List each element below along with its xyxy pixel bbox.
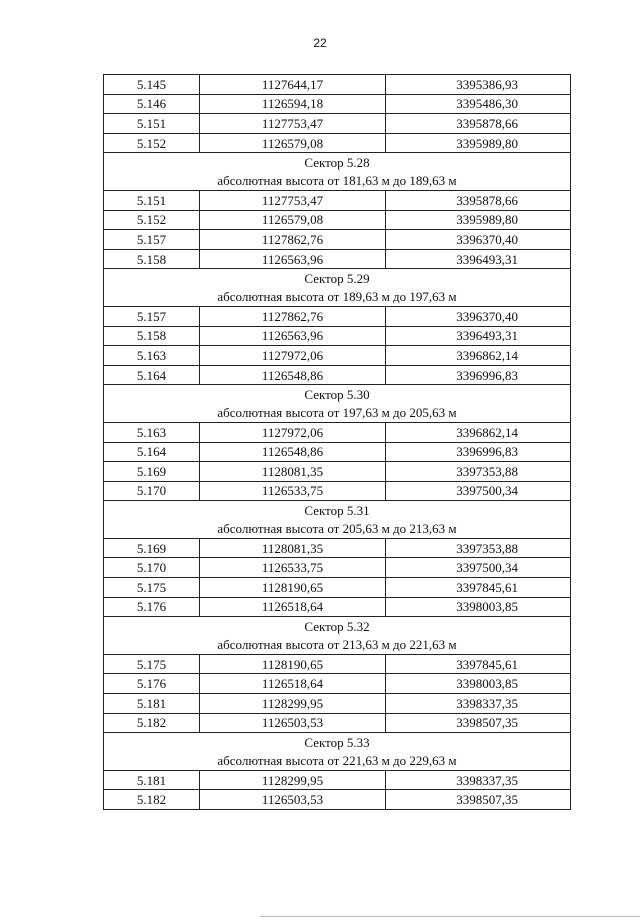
table-row <box>104 306 571 326</box>
x-coordinate-cell: 1127753,47 <box>200 114 386 134</box>
point-number-cell: 5.158 <box>104 326 200 346</box>
y-coordinate-cell: 3397353,88 <box>386 462 571 482</box>
x-coordinate-cell: 1128299,95 <box>200 770 386 790</box>
point-number-cell: 5.146 <box>104 94 200 114</box>
y-coordinate-cell: 3395386,93 <box>386 75 571 95</box>
x-coordinate-cell: 1128081,35 <box>200 538 386 558</box>
y-coordinate-cell: 3396862,14 <box>386 346 571 366</box>
x-coordinate-cell: 1128190,65 <box>200 654 386 674</box>
sector-altitude-range: абсолютная высота от 197,63 м до 205,63 м <box>217 404 457 420</box>
y-coordinate-cell: 3398507,35 <box>386 790 571 810</box>
table-row <box>104 365 571 385</box>
table-row <box>104 558 571 578</box>
sector-header-cell <box>104 617 571 655</box>
point-number-cell: 5.151 <box>104 114 200 134</box>
x-coordinate-cell: 1128299,95 <box>200 694 386 714</box>
table-row <box>104 94 571 114</box>
y-coordinate-cell: 3395878,66 <box>386 190 571 210</box>
y-coordinate-cell: 3398337,35 <box>386 694 571 714</box>
y-coordinate-cell: 3396996,83 <box>386 365 571 385</box>
y-coordinate-cell: 3396493,31 <box>386 326 571 346</box>
sector-altitude-range: абсолютная высота от 181,63 м до 189,63 м <box>217 172 457 188</box>
x-coordinate-cell: 1126518,64 <box>200 597 386 617</box>
point-number-cell: 5.164 <box>104 365 200 385</box>
x-coordinate-cell: 1127862,76 <box>200 230 386 250</box>
sector-altitude-range: абсолютная высота от 221,63 м до 229,63 м <box>217 752 457 768</box>
table-row <box>104 462 571 482</box>
coordinates-table-body <box>104 75 571 810</box>
y-coordinate-cell: 3397845,61 <box>386 578 571 598</box>
point-number-cell: 5.169 <box>104 538 200 558</box>
point-number-cell: 5.175 <box>104 578 200 598</box>
y-coordinate-cell: 3397500,34 <box>386 558 571 578</box>
x-coordinate-cell: 1126533,75 <box>200 558 386 578</box>
x-coordinate-cell: 1126579,08 <box>200 210 386 230</box>
point-number-cell: 5.151 <box>104 190 200 210</box>
table-row <box>104 578 571 598</box>
y-coordinate-cell: 3396862,14 <box>386 422 571 442</box>
sector-header-row <box>104 385 571 423</box>
sector-altitude-range: абсолютная высота от 189,63 м до 197,63 м <box>217 288 457 304</box>
sector-altitude-range: абсолютная высота от 205,63 м до 213,63 м <box>217 520 457 536</box>
x-coordinate-cell: 1126548,86 <box>200 442 386 462</box>
y-coordinate-cell: 3395878,66 <box>386 114 571 134</box>
sector-title: Сектор 5.33 <box>304 734 370 750</box>
table-row <box>104 770 571 790</box>
point-number-cell: 5.181 <box>104 770 200 790</box>
sector-title: Сектор 5.29 <box>304 270 370 286</box>
point-number-cell: 5.158 <box>104 249 200 269</box>
point-number-cell: 5.152 <box>104 133 200 153</box>
point-number-cell: 5.163 <box>104 422 200 442</box>
y-coordinate-cell: 3395989,80 <box>386 210 571 230</box>
sector-header-cell <box>104 153 571 191</box>
x-coordinate-cell: 1127753,47 <box>200 190 386 210</box>
x-coordinate-cell: 1126563,96 <box>200 249 386 269</box>
x-coordinate-cell: 1127644,17 <box>200 75 386 95</box>
table-row <box>104 481 571 501</box>
point-number-cell: 5.175 <box>104 654 200 674</box>
table-row <box>104 210 571 230</box>
sector-altitude-range: абсолютная высота от 213,63 м до 221,63 м <box>217 636 457 652</box>
table-row <box>104 346 571 366</box>
page-number: 22 <box>313 36 327 50</box>
x-coordinate-cell: 1126548,86 <box>200 365 386 385</box>
point-number-cell: 5.176 <box>104 597 200 617</box>
y-coordinate-cell: 3396370,40 <box>386 306 571 326</box>
y-coordinate-cell: 3396370,40 <box>386 230 571 250</box>
y-coordinate-cell: 3397500,34 <box>386 481 571 501</box>
point-number-cell: 5.170 <box>104 481 200 501</box>
coordinates-table <box>103 74 571 810</box>
sector-header-row <box>104 501 571 539</box>
sector-header-row <box>104 733 571 771</box>
sector-header-cell <box>104 269 571 307</box>
point-number-cell: 5.145 <box>104 75 200 95</box>
x-coordinate-cell: 1127972,06 <box>200 346 386 366</box>
y-coordinate-cell: 3398003,85 <box>386 674 571 694</box>
x-coordinate-cell: 1128190,65 <box>200 578 386 598</box>
point-number-cell: 5.163 <box>104 346 200 366</box>
table-row <box>104 713 571 733</box>
table-row <box>104 114 571 134</box>
table-row <box>104 249 571 269</box>
y-coordinate-cell: 3395989,80 <box>386 133 571 153</box>
table-row <box>104 422 571 442</box>
y-coordinate-cell: 3398507,35 <box>386 713 571 733</box>
sector-title: Сектор 5.30 <box>304 386 370 402</box>
sector-title: Сектор 5.31 <box>304 502 370 518</box>
point-number-cell: 5.169 <box>104 462 200 482</box>
table-row <box>104 442 571 462</box>
sector-header-row <box>104 153 571 191</box>
point-number-cell: 5.182 <box>104 790 200 810</box>
point-number-cell: 5.157 <box>104 306 200 326</box>
y-coordinate-cell: 3397845,61 <box>386 654 571 674</box>
point-number-cell: 5.152 <box>104 210 200 230</box>
point-number-cell: 5.176 <box>104 674 200 694</box>
point-number-cell: 5.170 <box>104 558 200 578</box>
point-number-cell: 5.181 <box>104 694 200 714</box>
y-coordinate-cell: 3396493,31 <box>386 249 571 269</box>
x-coordinate-cell: 1126503,53 <box>200 713 386 733</box>
y-coordinate-cell: 3398337,35 <box>386 770 571 790</box>
sector-header-row <box>104 617 571 655</box>
sector-header-row <box>104 269 571 307</box>
x-coordinate-cell: 1126594,18 <box>200 94 386 114</box>
y-coordinate-cell: 3395486,30 <box>386 94 571 114</box>
table-row <box>104 538 571 558</box>
table-row <box>104 230 571 250</box>
table-row <box>104 326 571 346</box>
table-row <box>104 75 571 95</box>
point-number-cell: 5.182 <box>104 713 200 733</box>
point-number-cell: 5.157 <box>104 230 200 250</box>
sector-title: Сектор 5.28 <box>304 154 370 170</box>
x-coordinate-cell: 1126503,53 <box>200 790 386 810</box>
table-row <box>104 674 571 694</box>
table-row <box>104 694 571 714</box>
table-row <box>104 654 571 674</box>
x-coordinate-cell: 1126533,75 <box>200 481 386 501</box>
sector-header-cell <box>104 385 571 423</box>
table-row <box>104 790 571 810</box>
table-row <box>104 190 571 210</box>
x-coordinate-cell: 1126563,96 <box>200 326 386 346</box>
x-coordinate-cell: 1126579,08 <box>200 133 386 153</box>
sector-title: Сектор 5.32 <box>304 618 370 634</box>
y-coordinate-cell: 3398003,85 <box>386 597 571 617</box>
y-coordinate-cell: 3397353,88 <box>386 538 571 558</box>
y-coordinate-cell: 3396996,83 <box>386 442 571 462</box>
x-coordinate-cell: 1127862,76 <box>200 306 386 326</box>
sector-header-cell <box>104 501 571 539</box>
scan-edge-line <box>260 916 640 917</box>
sector-header-cell <box>104 733 571 771</box>
table-row <box>104 133 571 153</box>
x-coordinate-cell: 1127972,06 <box>200 422 386 442</box>
table-row <box>104 597 571 617</box>
point-number-cell: 5.164 <box>104 442 200 462</box>
x-coordinate-cell: 1126518,64 <box>200 674 386 694</box>
x-coordinate-cell: 1128081,35 <box>200 462 386 482</box>
